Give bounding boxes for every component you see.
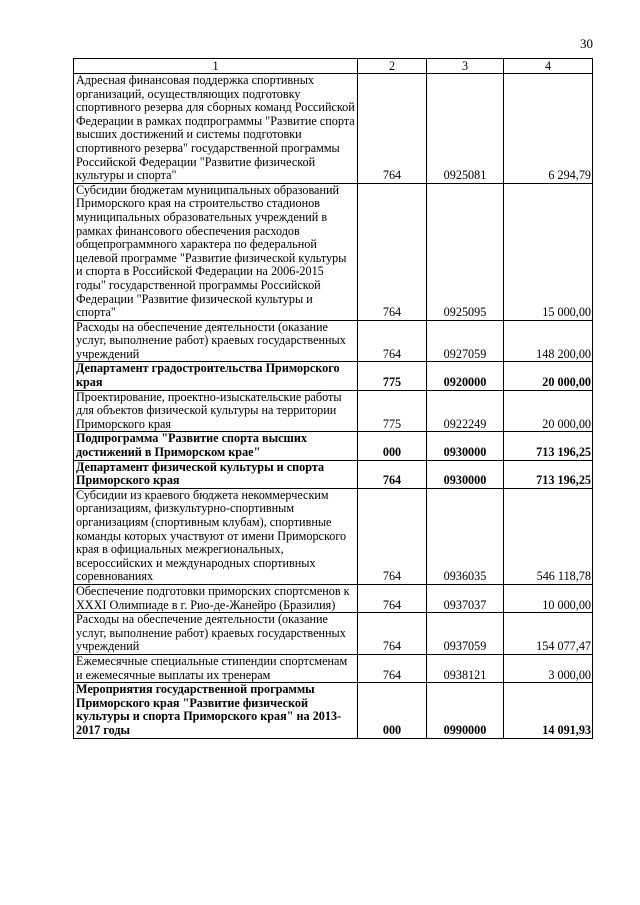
- row-ministry-code: 764: [358, 613, 427, 655]
- table-row: [74, 183, 593, 320]
- row-ministry-code: 775: [358, 390, 427, 432]
- table-row: [74, 432, 593, 460]
- table-row: [74, 74, 593, 184]
- row-amount: 6 294,79: [504, 74, 593, 184]
- row-budget-code: 0930000: [427, 432, 504, 460]
- row-amount: 10 000,00: [504, 584, 593, 612]
- row-amount: 20 000,00: [504, 390, 593, 432]
- row-amount: 713 196,25: [504, 432, 593, 460]
- table-row: [74, 362, 593, 390]
- row-name: Расходы на обеспечение деятельности (оказание услуг, выполнение работ) краевых государственных учреждений: [74, 320, 358, 362]
- row-budget-code: 0927059: [427, 320, 504, 362]
- table-row: [74, 584, 593, 612]
- row-name: Департамент градостроительства Приморского края: [74, 362, 358, 390]
- row-ministry-code: 000: [358, 683, 427, 738]
- row-name: Адресная финансовая поддержка спортивных организаций, осуществляющих подготовку спортивного резерва для сборных команд Российской Федерации в рамках подпрограммы "Развитие спорта высших достижений и системы подготовки спортивного резерва" государственной программы Российской Федерации "Развитие физической культуры и спорта": [74, 74, 358, 184]
- row-name: Департамент физической культуры и спорта Приморского края: [74, 460, 358, 488]
- row-name: Обеспечение подготовки приморских спортсменов к XXXI Олимпиаде в г. Рио-де-Жанейро (Бразилия): [74, 584, 358, 612]
- row-budget-code: 0937059: [427, 613, 504, 655]
- row-name: Субсидии из краевого бюджета некоммерческим организациям, физкультурно-спортивным организациям (спортивным клубам), спортивные команды которых участвуют от имени Приморского края в официальных межрегиональных, всероссийских и международных спортивных соревнованиях: [74, 488, 358, 584]
- row-budget-code: 0938121: [427, 654, 504, 682]
- row-name: Мероприятия государственной программы Приморского края "Развитие физической культуры и спорта Приморского края" на 2013-2017 годы: [74, 683, 358, 738]
- row-ministry-code: 764: [358, 320, 427, 362]
- page-number: 30: [580, 36, 593, 51]
- row-name: Расходы на обеспечение деятельности (оказание услуг, выполнение работ) краевых государственных учреждений: [74, 613, 358, 655]
- table-row: [74, 613, 593, 655]
- row-amount: 713 196,25: [504, 460, 593, 488]
- row-budget-code: 0990000: [427, 683, 504, 738]
- row-name: Проектирование, проектно-изыскательские работы для объектов физической культуры на территории Приморского края: [74, 390, 358, 432]
- row-amount: 14 091,93: [504, 683, 593, 738]
- table-row: [74, 488, 593, 584]
- column-header-4: 4: [504, 59, 593, 74]
- row-ministry-code: 764: [358, 584, 427, 612]
- row-ministry-code: 764: [358, 488, 427, 584]
- row-ministry-code: 764: [358, 654, 427, 682]
- row-budget-code: 0922249: [427, 390, 504, 432]
- row-budget-code: 0930000: [427, 460, 504, 488]
- row-amount: 546 118,78: [504, 488, 593, 584]
- row-amount: 3 000,00: [504, 654, 593, 682]
- row-name: Подпрограмма "Развитие спорта высших достижений в Приморском крае": [74, 432, 358, 460]
- row-budget-code: 0936035: [427, 488, 504, 584]
- row-ministry-code: 775: [358, 362, 427, 390]
- row-budget-code: 0937037: [427, 584, 504, 612]
- column-header-1: 1: [74, 59, 358, 74]
- table-row: [74, 320, 593, 362]
- row-budget-code: 0925095: [427, 183, 504, 320]
- table-row: [74, 654, 593, 682]
- row-name: Ежемесячные специальные стипендии спортсменам и ежемесячные выплаты их тренерам: [74, 654, 358, 682]
- row-ministry-code: 000: [358, 432, 427, 460]
- table-row: [74, 460, 593, 488]
- row-amount: 154 077,47: [504, 613, 593, 655]
- row-ministry-code: 764: [358, 183, 427, 320]
- row-ministry-code: 764: [358, 460, 427, 488]
- table-header-row: [74, 59, 593, 74]
- row-name: Субсидии бюджетам муниципальных образований Приморского края на строительство стадионов муниципальных образовательных учреждений в рамках финансового обеспечения расходов общепрограммного характера по федеральной целевой программе "Развитие физической культуры и спорта в Российской Федерации на 2006-2015 годы" государственной программы Российской Федерации "Развитие физической культуры и спорта": [74, 183, 358, 320]
- row-budget-code: 0925081: [427, 74, 504, 184]
- row-amount: 20 000,00: [504, 362, 593, 390]
- table-row: [74, 390, 593, 432]
- row-amount: 148 200,00: [504, 320, 593, 362]
- column-header-3: 3: [427, 59, 504, 74]
- budget-table: [73, 58, 593, 739]
- table-row: [74, 683, 593, 738]
- row-ministry-code: 764: [358, 74, 427, 184]
- row-amount: 15 000,00: [504, 183, 593, 320]
- row-budget-code: 0920000: [427, 362, 504, 390]
- column-header-2: 2: [358, 59, 427, 74]
